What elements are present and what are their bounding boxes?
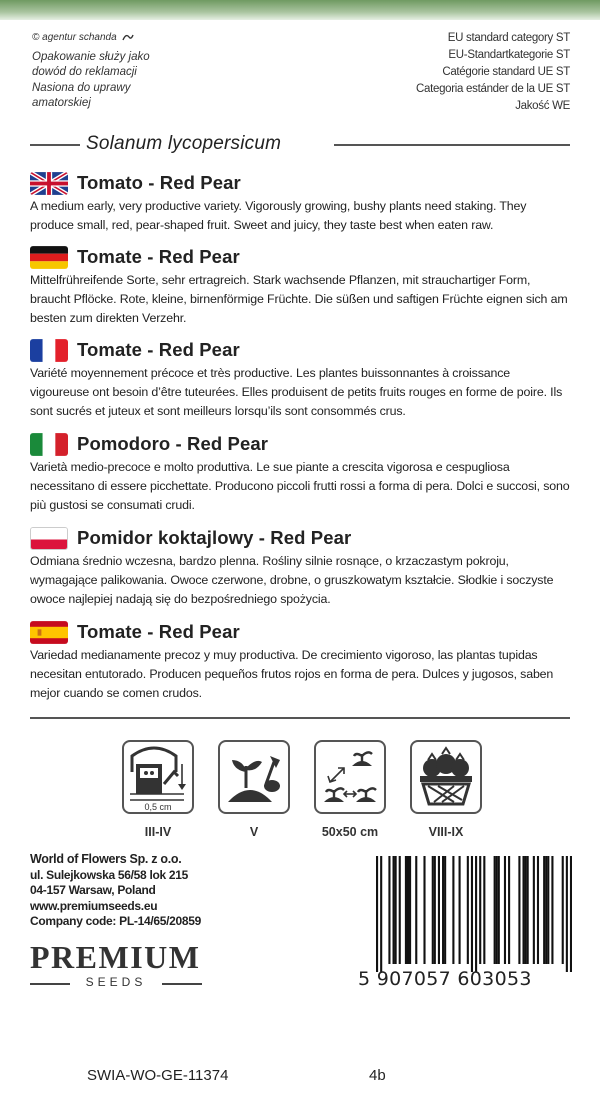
sowing-depth-label: 0,5 cm	[144, 802, 172, 812]
company-info	[30, 852, 290, 930]
barcode-bar	[522, 856, 524, 964]
barcode-bar	[494, 856, 496, 964]
premium-seeds-logo	[30, 940, 202, 991]
section-body: Odmiana średnio wczesna, bardzo plenna. Rośliny silnie rosnące, o krzaczastym pokroju, wymagające palikowania. Owoce czerwone, drobne, o gruszkowatym kształcie. Słodkie i soczyste owoce najlepiej nadają się do bezpośredniego spożycia.	[30, 554, 554, 606]
company-name: World of Flowers Sp. z o.o.	[30, 852, 182, 866]
barcode-bar	[395, 856, 397, 964]
version-label: 4b	[369, 1067, 386, 1084]
poland-flag-icon	[30, 527, 68, 550]
harvest-period-label: VIII-IX	[428, 825, 464, 839]
top-green-band	[0, 0, 600, 20]
barcode-bar	[537, 856, 539, 964]
section-body: Varietà medio-precoce e molto produttiva. Le sue piante a crescita vigorosa e cespugliosa necessitano di essere picchettate. Producono piccoli frutti rossi a forma di pera. Dolci e succosi, sono più gustosi se consumati crudi.	[30, 460, 570, 512]
section-es	[30, 619, 572, 703]
left-line-3: Nasiona do uprawy	[32, 81, 131, 94]
italy-flag-icon	[30, 433, 68, 456]
barcode-bar	[479, 856, 481, 964]
header-left	[32, 30, 252, 112]
barcode-bar	[570, 856, 572, 972]
barcode-bar	[388, 856, 390, 964]
barcode-bar	[442, 856, 444, 964]
section-fr	[30, 337, 572, 421]
barcode-bar	[518, 856, 520, 964]
barcode-bar	[409, 856, 411, 964]
barcode-bar	[562, 856, 564, 964]
barcode-bar	[399, 856, 401, 964]
transplant-period-label: V	[249, 825, 259, 839]
barcode-bar	[547, 856, 549, 964]
standard-es: Categoria estánder de la UE ST	[415, 83, 570, 95]
divider-right	[334, 144, 570, 146]
section-en	[30, 170, 572, 235]
barcode-bar	[475, 856, 477, 972]
barcode-bar	[438, 856, 440, 964]
left-line-1: Opakowanie służy jako	[32, 50, 150, 63]
barcode-bar	[407, 856, 409, 964]
barcode-bar	[376, 856, 378, 972]
barcode-bar	[459, 856, 461, 964]
barcode-bar	[434, 856, 436, 964]
brand-sub: SEEDS	[85, 975, 147, 989]
barcode-bar	[467, 856, 469, 964]
barcode-bar	[527, 856, 529, 964]
spacing-icon	[314, 740, 386, 814]
barcode-bar	[525, 856, 527, 964]
section-title: Tomato - Red Pear	[77, 172, 241, 193]
brand-main: PREMIUM	[30, 939, 201, 975]
section-pl	[30, 525, 572, 609]
barcode-bar	[471, 856, 473, 972]
agency-logo-icon	[122, 33, 134, 42]
header-right	[330, 30, 570, 115]
barcode-bar	[405, 856, 407, 964]
barcode-bar	[545, 856, 547, 964]
barcode-bar	[452, 856, 454, 964]
company-address-2: 04-157 Warsaw, Poland	[30, 883, 156, 897]
section-body: Variedad medianamente precoz y muy productiva. De crecimiento vigoroso, las plantas tupidas necesitan entutorado. Producen pequeños frutos rojos en forma de pera. Dulces y jugosos, saben mejor cuando se comen crudos.	[30, 648, 554, 700]
standard-pl: Jakość WE	[515, 100, 570, 112]
harvest-basket-icon	[410, 740, 482, 814]
barcode-bar	[423, 856, 425, 964]
barcode-bar	[566, 856, 568, 972]
uk-flag-icon	[30, 172, 68, 195]
section-title: Tomate - Red Pear	[77, 621, 240, 642]
barcode-bar	[444, 856, 446, 964]
barcode-bar	[432, 856, 434, 964]
barcode-bar	[533, 856, 535, 964]
section-title: Pomidor koktajlowy - Red Pear	[77, 527, 352, 548]
barcode-bar	[393, 856, 395, 964]
divider-left	[30, 144, 80, 146]
spacing-label: 50x50 cm	[321, 825, 379, 839]
barcode-digits: 5 907057 603053	[358, 968, 532, 990]
section-body: A medium early, very productive variety. Vigorously growing, bushy plants need staking. They produce small, red, pear-shaped fruit. Sweet and juicy, they taste best when eaten raw.	[30, 199, 527, 232]
barcode-bar	[508, 856, 510, 964]
sowing-indoor-icon	[122, 740, 194, 814]
left-line-4: amatorskiej	[32, 97, 91, 109]
standard-en: EU standard category ST	[447, 32, 570, 44]
section-it	[30, 431, 572, 515]
company-code: Company code: PL-14/65/20859	[30, 914, 202, 928]
company-address-1: ul. Sulejkowska 56/58 lok 215	[30, 867, 189, 882]
section-body: Mittelfrühreifende Sorte, sehr ertragreich. Stark wachsende Pflanzen, mit strauchartiger Form, braucht Pflöcke. Rote, kleine, birnenförmige Früchte. Die süßen und saftigen Früchte eignen sich am besten zum direkten Verzehr.	[30, 273, 568, 325]
divider-bottom	[30, 717, 570, 719]
section-title: Tomate - Red Pear	[77, 339, 240, 360]
copyright-text: © agentur schanda	[32, 32, 117, 43]
barcode-bar	[498, 856, 500, 964]
latin-name: Solanum lycopersicum	[86, 133, 282, 154]
left-line-2: dowód do reklamacji	[32, 66, 137, 78]
product-code: SWIA-WO-GE-11374	[87, 1067, 229, 1084]
barcode-bar	[483, 856, 485, 964]
company-website[interactable]: www.premiumseeds.eu	[30, 898, 158, 913]
barcode-bar	[415, 856, 417, 964]
standard-fr: Catégorie standard UE ST	[442, 66, 570, 78]
france-flag-icon	[30, 339, 68, 362]
standard-de: EU-Standartkategorie ST	[448, 49, 570, 61]
barcode-bar	[543, 856, 545, 964]
germany-flag-icon	[30, 246, 68, 269]
barcode-bar	[380, 856, 382, 972]
barcode-bar	[504, 856, 506, 964]
transplant-icon	[218, 740, 290, 814]
barcode-bars-icon	[376, 856, 572, 972]
section-de	[30, 244, 572, 328]
cultivation-icons	[122, 740, 482, 844]
latin-name-row	[30, 133, 570, 155]
sowing-period-label: III-IV	[144, 825, 172, 839]
barcode	[376, 856, 572, 972]
barcode-bar	[551, 856, 553, 964]
section-title: Tomate - Red Pear	[77, 246, 240, 267]
section-body: Variété moyennement précoce et très productive. Les plantes buissonnantes à croissance vigoureuse ont besoin d’être tuteurées. Elles produisent de petits fruits rouges en forme de poire. Ils sont sucrés et juteux et sont meilleurs lorsqu’ils sont consommés crus.	[30, 366, 563, 418]
copyright	[32, 30, 252, 46]
spain-flag-icon	[30, 621, 68, 644]
section-title: Pomodoro - Red Pear	[77, 433, 269, 454]
barcode-bar	[496, 856, 498, 964]
